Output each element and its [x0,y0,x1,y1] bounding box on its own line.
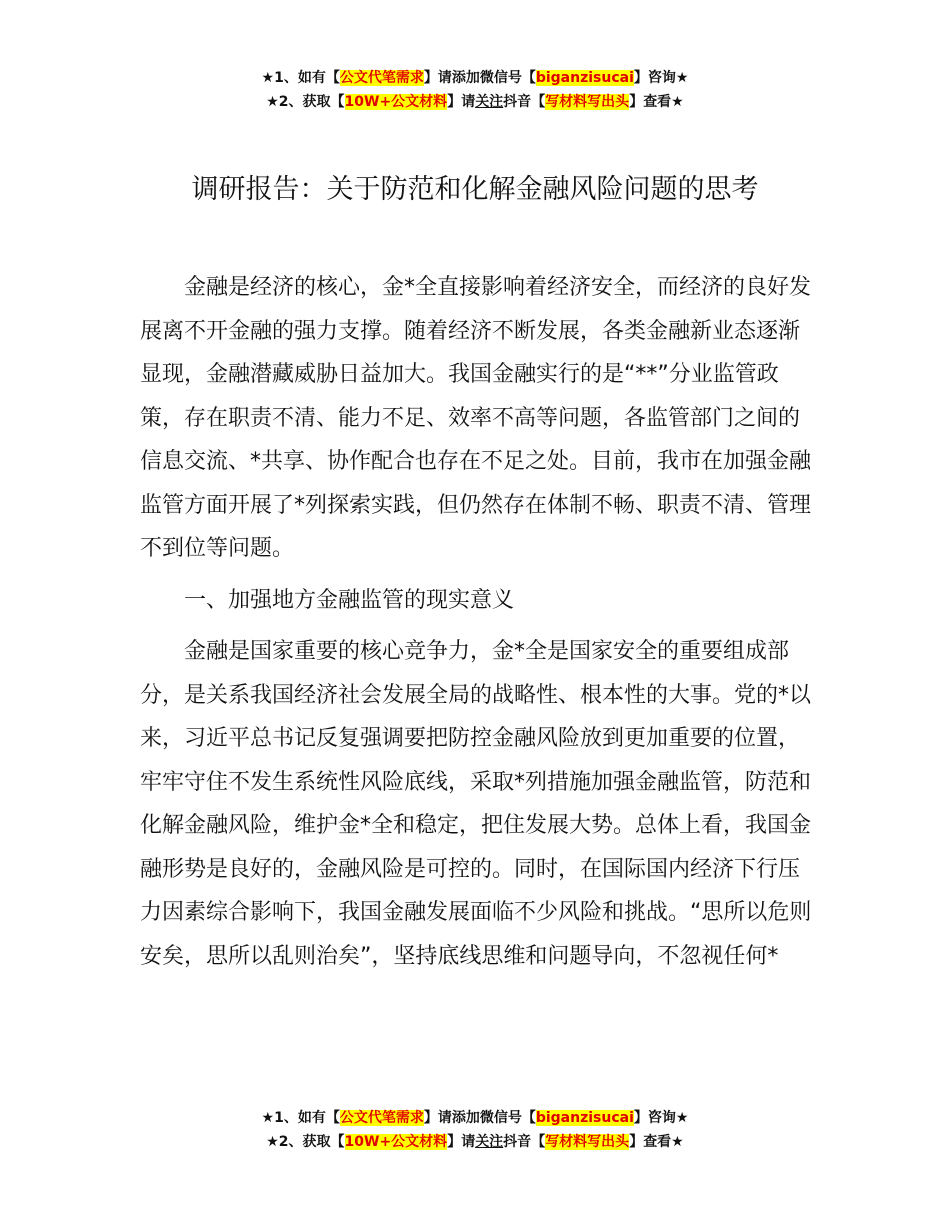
banner-text: 查看★ [643,1134,684,1150]
banner-text: 微信号 [479,1110,522,1126]
bracket: 】 [633,70,648,86]
bracket: 】 [633,1110,648,1126]
banner-follow: 关注 [475,1134,504,1150]
bracket: 】 [423,1110,438,1126]
banner-text: 咨询★ [647,1110,689,1126]
highlight-douyin-account: 写材料写出头 [545,1134,630,1150]
banner-text: 请添 [437,1110,466,1126]
highlight-douyin-account: 写材料写出头 [545,94,630,110]
bracket: 【 [521,1110,536,1126]
header-banner [0,66,950,114]
banner-follow: 关注 [475,94,504,110]
banner-text: 抖音 [503,1134,532,1150]
bracket: 【 [330,1134,345,1150]
banner-text: 请 [461,94,476,110]
bracket: 【 [521,70,536,86]
banner-line-1 [0,1106,950,1130]
banner-line-1 [0,66,950,90]
banner-text: ★1、如有 [261,1110,326,1126]
bracket: 【 [531,1134,546,1150]
banner-text: 抖音 [503,94,532,110]
banner-text: 查看★ [643,94,684,110]
bracket: 】 [629,1134,644,1150]
highlight-materials: 10W+公文材料 [344,94,448,110]
highlight-wechat-id: biganzisucai [535,1110,634,1126]
highlight-wechat-id: biganzisucai [535,70,634,86]
banner-text: ★2、获取 [266,1134,331,1150]
banner-line-2 [0,1130,950,1154]
highlight-ghostwriting: 公文代笔需求 [339,1110,424,1126]
bracket: 】 [629,94,644,110]
bracket: 【 [325,70,340,86]
banner-text: 咨询★ [647,70,689,86]
bracket: 】 [423,70,438,86]
section-heading-1: 一、加强地方金融监管的现实意义 [184,587,515,613]
banner-text: 请 [461,1134,476,1150]
paragraph-intro: 金融是经济的核心，金*全直接影响着经济安全，而经济的良好发展离不开金融的强力支撑。随着经济不断发展，各类金融新业态逐渐显现，金融潜藏威胁日益加大。我国金融实行的是“**”分业监管政策，存在职责不清、能力不足、效率不高等问题，各监管部门之间的信息交流、*共享、协作配合也存在不足之处。目前，我市在加强金融监管方面开展了*列探索实践，但仍然存在体制不畅、职责不清、管理不到位等问题。 [140,275,812,561]
banner-text: 微信号 [479,70,522,86]
banner-text: 请添 [437,70,466,86]
bracket: 【 [325,1110,340,1126]
banner-text: 加 [465,70,480,86]
banner-text: 加 [465,1110,480,1126]
highlight-materials: 10W+公文材料 [344,1134,448,1150]
bracket: 】 [447,94,462,110]
banner-line-2 [0,90,950,114]
bracket: 】 [447,1134,462,1150]
document-body [140,266,820,986]
paragraph-section-1: 金融是国家重要的核心竞争力，金*全是国家安全的重要组成部分，是关系我国经济社会发展全局的战略性、根本性的大事。党的*以来，习近平总书记反复强调要把防控金融风险放到更加重要的位置，牢牢守住不发生系统性风险底线，采取*列措施加强金融监管，防范和化解金融风险，维护金*全和稳定，把住发展大势。总体上看，我国金融形势是良好的，金融风险是可控的。同时，在国际国内经济下行压力因素综合影响下，我国金融发展面临不少风险和挑战。“思所以危则安矣，思所以乱则治矣”，坚持底线思维和问题导向，不忽视任何* [140,639,812,969]
document-title: 调研报告：关于防范和化解金融风险问题的思考 [191,174,759,205]
bracket: 【 [330,94,345,110]
bracket: 【 [531,94,546,110]
highlight-ghostwriting: 公文代笔需求 [339,70,424,86]
footer-banner [0,1106,950,1154]
banner-text: ★1、如有 [261,70,326,86]
banner-text: ★2、获取 [266,94,331,110]
